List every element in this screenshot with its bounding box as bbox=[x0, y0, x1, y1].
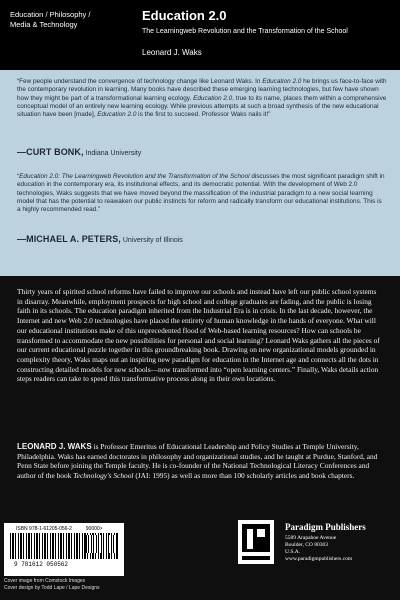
address-line-3: U.S.A. bbox=[285, 549, 301, 555]
isbn-label bbox=[16, 526, 103, 532]
reviews-band bbox=[0, 70, 400, 276]
credit-design: Cover design by Todd Lape / Lape Designs bbox=[4, 585, 100, 591]
bio-author-name: LEONARD J. WAKS bbox=[17, 442, 92, 451]
book-title: Education 2.0 bbox=[142, 8, 227, 23]
author-name: Leonard J. Waks bbox=[142, 48, 202, 57]
header-band bbox=[0, 0, 400, 70]
reviewer-affiliation-1: Indiana University bbox=[85, 150, 142, 157]
category-label bbox=[10, 10, 90, 30]
publisher-address bbox=[285, 535, 352, 563]
review-attribution-1 bbox=[17, 147, 141, 157]
italic-title: Technology's School bbox=[73, 471, 134, 481]
author-bio bbox=[17, 442, 383, 481]
barcode-addon-bars bbox=[86, 535, 116, 553]
price-code: 90000> bbox=[85, 526, 103, 532]
cover-credits bbox=[4, 578, 100, 592]
italic-title: Education 2.0 bbox=[193, 94, 233, 102]
review-quote-1: “Few people understand the convergence of technology change like Leonard Waks. In Education 2.0 he brings us face-to-face with the contemporary revolution in learning. Many books have described these emerging learning technologies, but few have shown how they might be part of a transformational learning ecology. Education 2.0, true to its name, places them within a comprehensive conceptual model of an entirely new learning ecology. While previous attempts at such a broad synthesis of the new educational situation have been [made], Education 2.0 is the first to succeed. Professor Waks nails it!” bbox=[17, 78, 387, 119]
isbn-number: ISBN 978-1-61205-056-2 bbox=[16, 526, 72, 532]
category-line-1: Education / Philosophy / bbox=[10, 10, 91, 19]
bio-text: is Professor Emeritus of Educational Leadership and Policy Studies at Temple University, Philadelphia. Waks has earned doctorates in philosophy and organizational studies, and he taught at Purdue, Stanford, and Penn State before joining the Temple faculty. He is co-founder of the National Technological Literacy Conferences and author of the book Technology's School (JAI: 1995) as well as more than 100 scholarly articles and book chapters. bbox=[17, 442, 378, 481]
barcode-number: 9 781612 050562 bbox=[14, 561, 69, 568]
publisher-website: www.paradigmpublishers.com bbox=[285, 556, 353, 562]
address-line-1: 5589 Arapahoe Avenue bbox=[285, 535, 337, 541]
credit-image: Cover image from Comstock Images bbox=[4, 578, 86, 584]
category-line-2: Media & Technology bbox=[10, 20, 78, 29]
italic-title: Education 2.0 bbox=[262, 78, 302, 85]
publisher-name: Paradigm Publishers bbox=[285, 522, 366, 532]
book-description: Thirty years of spirited school reforms have failed to improve our schools and instead have left our public school systems in disarray. Meanwhile, employment prospects for high school and college graduates are fading, and the public is losing faith in its schools. The education paradigm inherited from the Industrial Era is in crisis. In the last decade, however, the Internet and new Web 2.0 technologies have placed the entirety of human knowledge in the hands of everyone. What will our educational institutions make of this unprecedented flood of Web-based learning resources? How can schools be transformed to accommodate the new possibilities for personal and social learning? Leonard Waks gathers all the pieces of our current educational puzzle together in this groundbreaking book. Drawing on new organizational models grounded in complexity theory, Waks maps out an inspiring new paradigm for education in the Internet age and connects all the dots in constructing detailed models for new schools—now transformed into “open learning centers.” Finally, Waks details action steps readers can take to speed this transformative process along in their own locations. bbox=[17, 287, 380, 384]
address-line-2: Boulder, CO 80303 bbox=[285, 542, 329, 548]
reviewer-name-2: —MICHAEL A. PETERS, bbox=[17, 234, 121, 244]
italic-title: Education 2.0 bbox=[97, 111, 137, 119]
reviewer-name-1: —CURT BONK, bbox=[17, 147, 84, 157]
book-subtitle: The Learningweb Revolution and the Transformation of the School bbox=[142, 28, 348, 35]
reviewer-affiliation-2: University of Illinois bbox=[122, 237, 183, 244]
review-attribution-2 bbox=[17, 234, 183, 244]
review-quote-2: “Education 2.0: The Learningweb Revolution and the Transformation of the School discusses the most significant paradigm shift in education in the contemporary era, its institutional effects, and its democratic potential. With the development of Web 2.0 technologies, Waks suggests that we have moved beyond the massification of the industrial paradigm to a new social learning model that has the potential to reawaken our public instincts for reform and radically transform our educational institutions. This is a highly recommended read.” bbox=[17, 173, 385, 214]
publisher-logo-icon bbox=[238, 520, 274, 564]
italic-title: Education 2.0: The Learningweb Revolution and the Transformation of the School bbox=[19, 173, 250, 180]
